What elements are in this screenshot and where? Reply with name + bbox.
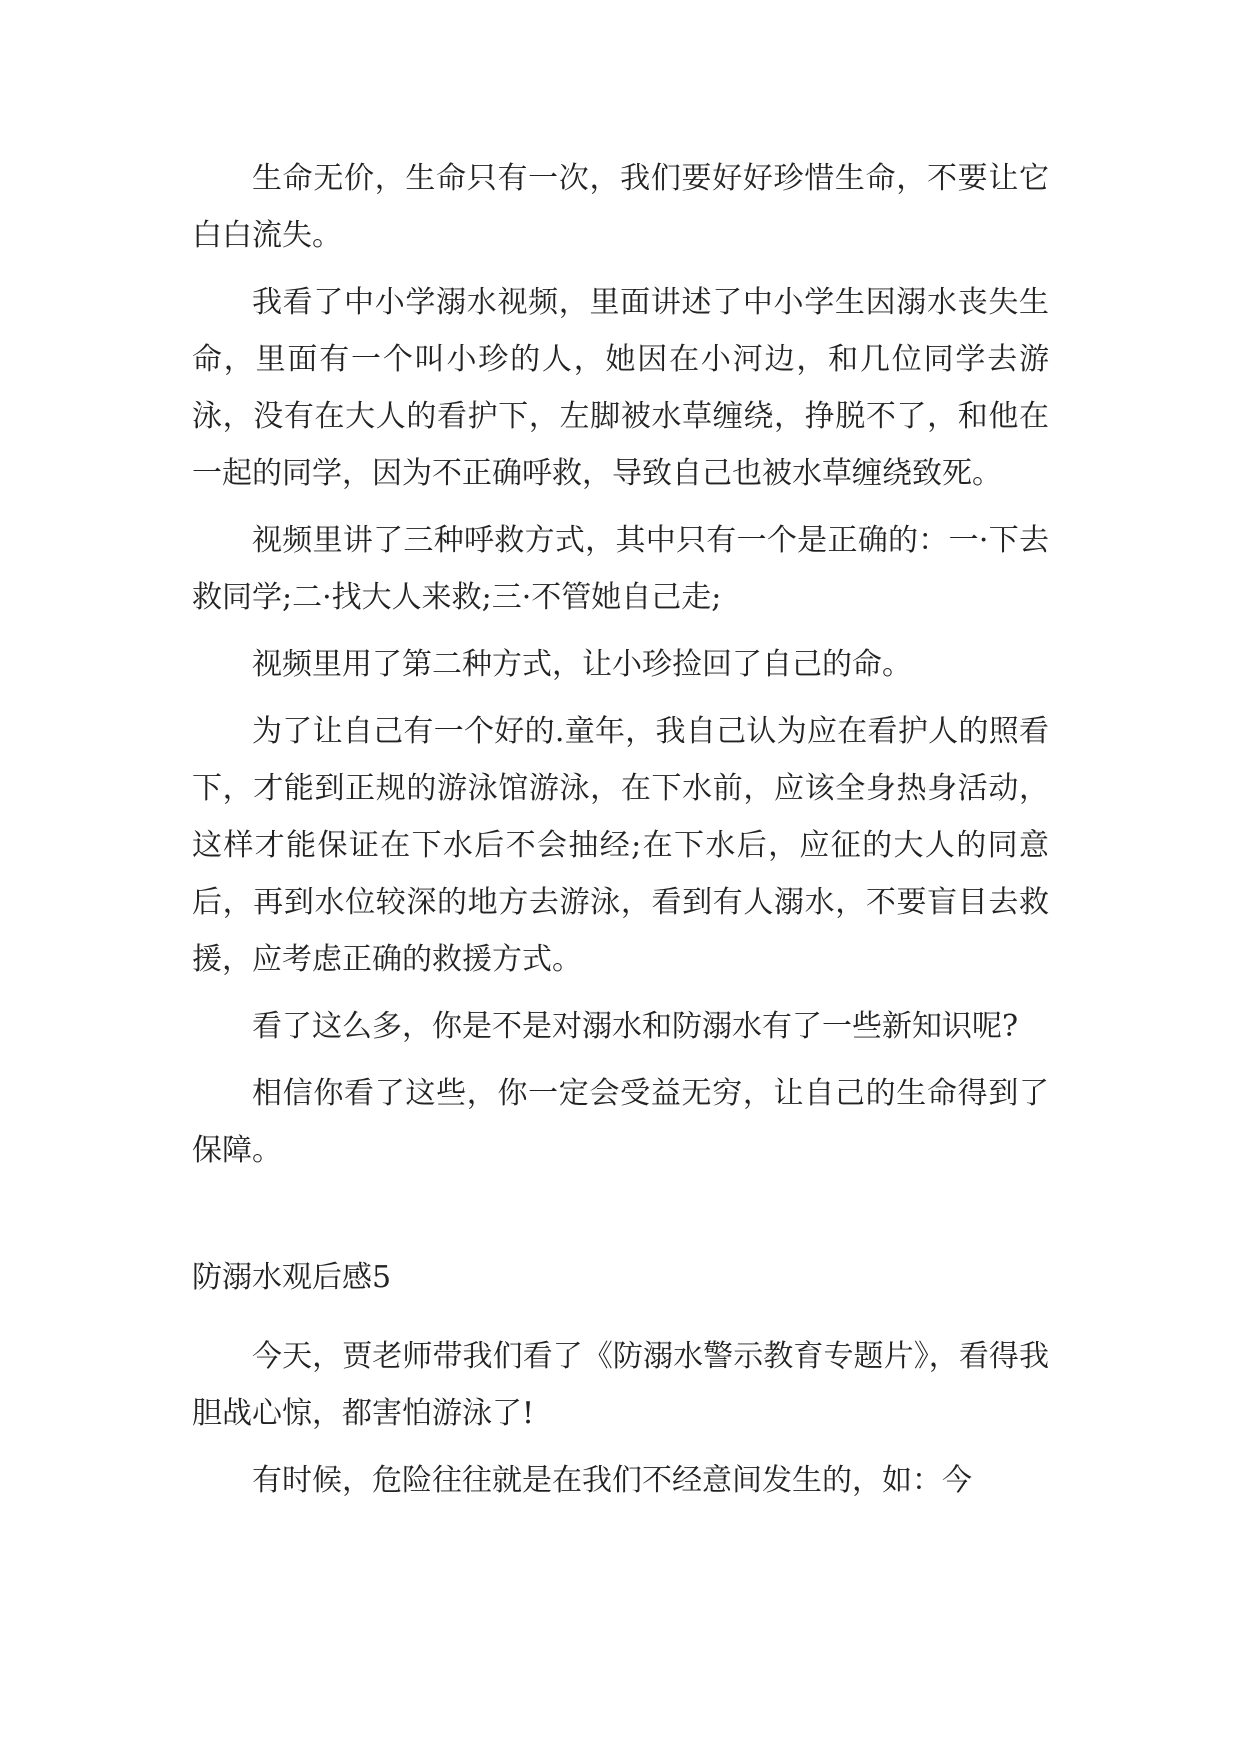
paragraph: 为了让自己有一个好的.童年，我自己认为应在看护人的照看下，才能到正规的游泳馆游泳，在下水前，应该全身热身活动，这样才能保证在下水后不会抽经;在下水后，应征的大人的同意后，再到水位较深的地方去游泳，看到有人溺水，不要盲目去救援，应考虑正确的救援方式。 [192,714,1049,977]
paragraph: 我看了中小学溺水视频，里面讲述了中小学生因溺水丧失生命，里面有一个叫小珍的人，她因在小河边，和几位同学去游泳，没有在大人的看护下，左脚被水草缠绕，挣脱不了，和他在一起的同学，因为不正确呼救，导致自己也被水草缠绕致死。 [192,285,1049,491]
paragraph: 视频里讲了三种呼救方式，其中只有一个是正确的：一·下去救同学;二·找大人来救;三·不管她自己走; [192,523,1049,615]
paragraph: 生命无价，生命只有一次，我们要好好珍惜生命，不要让它白白流失。 [192,161,1049,253]
section-title: 防溺水观后感5 [192,1260,392,1295]
paragraph: 今天，贾老师带我们看了《防溺水警示教育专题片》，看得我胆战心惊，都害怕游泳了! [192,1339,1049,1431]
paragraph: 相信你看了这些，你一定会受益无穷，让自己的生命得到了保障。 [192,1076,1049,1168]
paragraph: 看了这么多，你是不是对溺水和防溺水有了一些新知识呢? [252,1009,1019,1044]
paragraph: 有时候，危险往往就是在我们不经意间发生的，如：今 [252,1463,972,1498]
document-page [192,150,1049,1519]
paragraph: 视频里用了第二种方式，让小珍捡回了自己的命。 [252,647,912,682]
